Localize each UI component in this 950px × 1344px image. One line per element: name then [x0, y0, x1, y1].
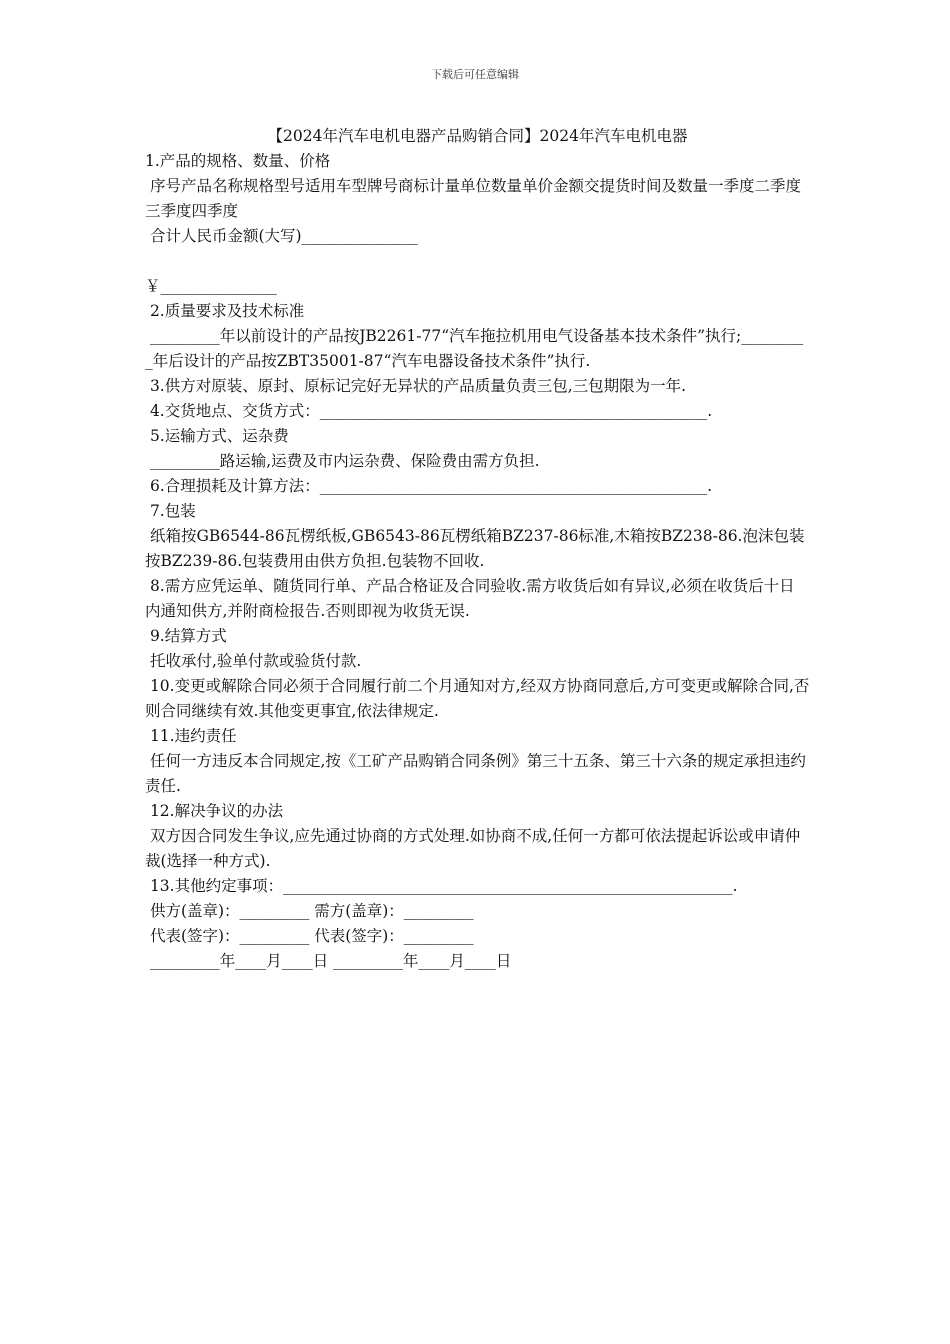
date-line: _________年____月____日 _________年____月____日 [145, 952, 512, 970]
section-7-heading: 7.包装 [145, 502, 196, 520]
section-4-body: 4.交货地点、交货方式：__________________________________________________. [145, 402, 713, 420]
section-13-body: 13.其他约定事项：__________________________________________________________. [145, 877, 738, 895]
section-12-heading: 12.解决争议的办法 [145, 802, 284, 820]
section-2-body: _________年以前设计的产品按JB2261-77“汽车拖拉机用电气设备基本技术条件”执行;_________年后设计的产品按ZBT35001-87“汽车电器设备技术条件”执行. [145, 327, 804, 370]
total-amount-yuan: ￥_______________ [145, 277, 277, 295]
blank-line [145, 249, 810, 274]
section-3-body: 3.供方对原装、原封、原标记完好无异状的产品质量负责三包,三包期限为一年. [145, 377, 687, 395]
section-9-body: 托收承付,验单付款或验货付款. [145, 652, 362, 670]
product-table-columns: 序号产品名称规格型号适用车型牌号商标计量单位数量单价金额交提货时间及数量一季度二季度三季度四季度 [145, 177, 801, 220]
signature-line: 代表(签字)：_________ 代表(签字)：_________ [145, 927, 474, 945]
section-6-body: 6.合理损耗及计算方法：__________________________________________________. [145, 477, 713, 495]
header-note: 下载后可任意编辑 [431, 68, 519, 81]
document-title: 【2024年汽车电机电器产品购销合同】2024年汽车电机电器 [267, 127, 688, 145]
seal-line: 供方(盖章)：_________ 需方(盖章)：_________ [145, 902, 474, 920]
section-1-heading: 1.产品的规格、数量、价格 [145, 152, 331, 170]
section-5-heading: 5.运输方式、运杂费 [145, 427, 289, 445]
section-8-body: 8.需方应凭运单、随货同行单、产品合格证及合同验收.需方收货后如有异议,必须在收货后十日内通知供方,并附商检报告.否则即视为收货无误. [145, 577, 795, 620]
section-7-body: 纸箱按GB6544-86瓦楞纸板,GB6543-86瓦楞纸箱BZ237-86标准,木箱按BZ238-86.泡沫包装按BZ239-86.包装费用由供方负担.包装物不回收. [145, 527, 805, 570]
section-11-body: 任何一方违反本合同规定,按《工矿产品购销合同条例》第三十五条、第三十六条的规定承担违约责任. [145, 752, 806, 795]
total-amount-capital: 合计人民币金额(大写)_______________ [145, 227, 418, 245]
section-11-heading: 11.违约责任 [145, 727, 237, 745]
section-10-body: 10.变更或解除合同必须于合同履行前二个月通知对方,经双方协商同意后,方可变更或解除合同,否则合同继续有效.其他变更事宜,依法律规定. [145, 677, 810, 720]
section-2-heading: 2.质量要求及技术标准 [145, 302, 305, 320]
section-5-body: _________路运输,运费及市内运杂费、保险费由需方负担. [145, 452, 540, 470]
contract-document [145, 124, 810, 974]
section-12-body: 双方因合同发生争议,应先通过协商的方式处理.如协商不成,任何一方都可依法提起诉讼或申请仲裁(选择一种方式). [145, 827, 801, 870]
section-9-heading: 9.结算方式 [145, 627, 227, 645]
